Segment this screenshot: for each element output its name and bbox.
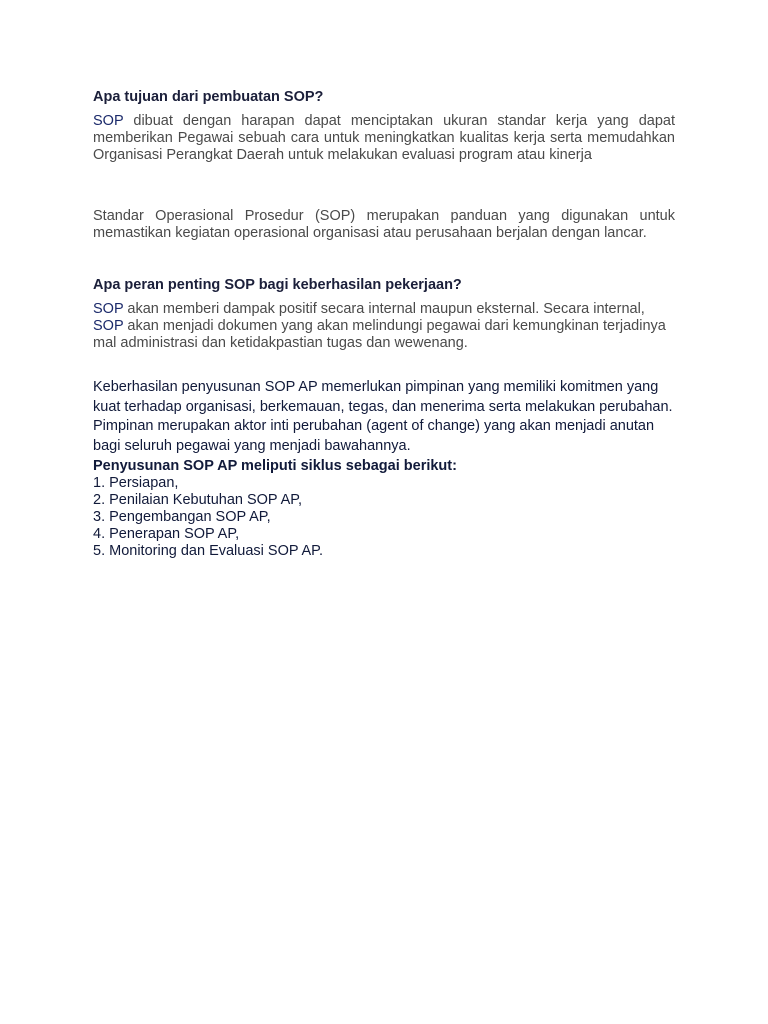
- paragraph-sop-role: [93, 301, 675, 352]
- list-item: 5. Monitoring dan Evaluasi SOP AP.: [93, 543, 323, 559]
- paragraph-text: Standar Operasional Prosedur (SOP) merupakan panduan yang digunakan untuk memastikan kegiatan operasional organisasi atau perusahaan berjalan dengan lancar.: [93, 208, 675, 241]
- section-peran: [93, 276, 675, 294]
- list-item: 4. Penerapan SOP AP,: [93, 526, 240, 542]
- paragraph-sop-purpose: [93, 113, 675, 164]
- paragraph-text: akan memberi dampak positif secara internal maupun eksternal. Secara internal,: [123, 301, 645, 317]
- sop-term: SOP: [93, 318, 124, 334]
- list-item: 3. Pengembangan SOP AP,: [93, 509, 271, 525]
- heading-peran: Apa peran penting SOP bagi keberhasilan pekerjaan?: [93, 277, 462, 293]
- list-heading: Penyusunan SOP AP meliputi siklus sebagai berikut:: [93, 458, 457, 474]
- list-item: 2. Penilaian Kebutuhan SOP AP,: [93, 492, 303, 508]
- paragraph-text: Keberhasilan penyusunan SOP AP memerlukan pimpinan yang memiliki komitmen yang kuat terhadap organisasi, berkemauan, tegas, dan menerima serta melakukan perubahan. Pimpinan merupakan aktor inti perubahan (agent of change) yang akan menjadi anutan bagi seluruh pegawai yang menjadi bawahannya.: [93, 379, 673, 454]
- paragraph-keberhasilan: [93, 378, 683, 456]
- section-tujuan: [93, 88, 675, 106]
- cycle-list-section: [93, 458, 675, 560]
- heading-tujuan: Apa tujuan dari pembuatan SOP?: [93, 89, 324, 105]
- paragraph-text: dibuat dengan harapan dapat menciptakan ukuran standar kerja yang dapat memberikan Pegawai sebuah cara untuk meningkatkan kualitas kerja serta memudahkan Organisasi Perangkat Daerah untuk melakukan evaluasi program atau kinerja: [93, 113, 675, 163]
- paragraph-text: akan menjadi dokumen yang akan melindungi pegawai dari kemungkinan terjadinya mal administrasi dan ketidakpastian tugas dan wewenang.: [93, 318, 666, 351]
- sop-term: SOP: [93, 301, 124, 317]
- list-item: 1. Persiapan,: [93, 475, 179, 491]
- paragraph-sop-definition: [93, 208, 675, 242]
- sop-term: SOP: [93, 113, 124, 129]
- cycle-list: [93, 475, 675, 560]
